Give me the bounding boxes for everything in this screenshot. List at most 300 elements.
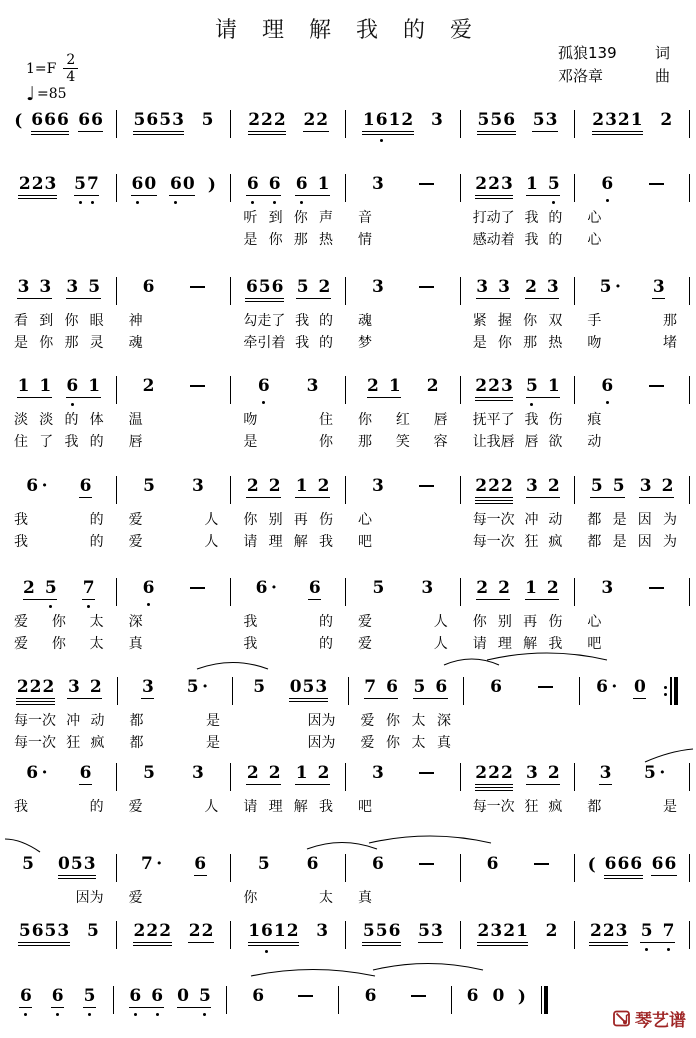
lyric-syllable: 情 [358,232,373,248]
note-token [26,476,48,496]
lyric-syllable: 爱 [128,512,143,528]
note-digit: 2 [500,476,513,496]
repeat-dots [664,686,667,696]
note-digit: 2 [602,921,615,941]
note-token [194,854,207,876]
note-digit: 2 [317,476,330,496]
dash-note [190,286,205,288]
lyric-syllable: 淡 [39,412,54,428]
note-digit: 5 [418,921,430,941]
note-digit: 0 [58,854,70,874]
barline [574,277,575,305]
lyrics-cell [4,733,115,755]
lyric-syllable: 眼 [89,313,104,329]
barline [574,174,575,202]
dash-note [419,863,434,865]
note-digit: 3 [141,677,154,697]
lyrics-cell [582,733,693,755]
note-digit: 5 [640,921,653,941]
note-digit: 6 [388,921,401,941]
sheet-header [0,0,696,106]
lyrics-cell [233,230,343,252]
note-digit: 1 [362,110,375,130]
note-digit: 5 [372,578,385,598]
note-digit: 6 [56,110,69,130]
measure [463,921,573,943]
lyrics-cell [577,612,687,634]
note-token [418,921,444,943]
lyric-syllable: 你 [386,735,400,751]
notation-system [0,174,696,252]
qinyipu-logo-icon [612,1008,633,1029]
note-token [257,854,270,874]
lyric-syllable: 看 [14,313,28,329]
note-digit: 3 [498,277,510,297]
note-digit: 6 [601,376,614,396]
lyric-syllable: 紧 [472,313,487,329]
lyric-syllable: 住 [14,434,28,450]
barline [230,110,231,138]
thick-bar [674,677,678,705]
lyrics-cell [233,432,343,454]
measure [4,986,111,1008]
barline [345,763,346,791]
lyric-syllable: 人 [204,512,219,528]
note-digit: 2 [248,110,261,130]
note-digit: 2 [367,376,379,396]
note-digit: 5 [302,677,315,697]
measure [577,476,687,498]
notes-row [0,110,696,144]
note-digit: 6 [142,277,155,297]
note-token [177,986,212,1008]
lyrics-cell [466,711,577,733]
note-token [589,921,628,943]
notes-row [0,986,565,1020]
note-digit: 2 [475,174,488,194]
note-digit: 0 [633,677,646,697]
note-token [133,110,184,132]
lyric-syllable: 是 [243,232,258,248]
lyric-syllable: 我 [243,614,258,630]
lyric-syllable: 笑 [395,434,410,450]
lyrics-cell [119,410,229,432]
lyric-syllable: 人 [204,799,219,815]
lyrics-cell [348,612,458,634]
note-digit: 6 [19,986,32,1006]
measure [348,277,458,297]
lyric-syllable: 梦 [358,335,373,351]
note-digit: 3 [371,476,384,496]
lyric-syllable: 你 [523,313,538,329]
lyric-syllable: 因为 [307,713,336,729]
barline [345,277,346,305]
lyrics-cell [4,432,114,454]
dash-note [419,286,434,288]
lyric-syllable: 心 [587,210,602,226]
note-token [364,677,399,699]
notes-row [0,578,696,612]
note-digit: 6 [26,763,39,783]
lyrics-cell [463,410,573,432]
lyric-syllable: 的 [319,636,334,652]
note-token [413,677,448,699]
measure [4,763,114,785]
note-token [129,986,164,1008]
lyric-syllable: 音 [358,210,373,226]
note-digit: 3 [371,277,384,297]
lyric-syllable: 我 [319,799,333,815]
note-digit: 5 [74,174,86,194]
barline [460,854,461,882]
note-token [17,277,52,299]
lyrics-cell [577,510,687,532]
bar-spacer [687,532,692,554]
lyric-syllable: 请 [243,534,258,550]
bar-spacer [687,333,692,355]
lyric-syllable: 的 [64,412,79,428]
note-digit: 5 [198,986,211,1006]
barline [689,578,690,606]
barline [230,921,231,949]
note-token [601,376,614,396]
duration-dot: · [41,763,48,783]
note-digit: 6 [91,110,103,130]
lyric-syllable: 容 [433,434,448,450]
lyric-syllable: 是 [206,735,220,751]
note-token [477,110,516,132]
lyrics-cell [463,208,573,230]
barline [116,854,117,882]
lyric-syllable: 真 [358,890,373,906]
lyric-syllable: 淡 [14,412,28,428]
lyric-syllable: 狂 [524,534,539,550]
barline [689,854,690,882]
note-token [133,921,172,943]
measure [119,578,229,598]
measure [119,476,229,496]
note-token [371,476,384,496]
lyric-syllable: 那 [293,232,308,248]
barline [574,110,575,138]
lyrics-row [0,797,696,819]
lyric-syllable: 握 [497,313,512,329]
note-digit: 5 [22,854,34,874]
note-digit: 5 [362,921,375,941]
lyric-syllable: 每一次 [14,735,56,751]
measure [4,277,114,299]
lyric-syllable: 爱 [128,799,143,815]
measure [577,174,687,194]
lyrics-cell [463,612,573,634]
lyrics-row [0,230,696,252]
lyrics-cell [348,797,458,819]
lyrics-cell [4,612,114,634]
lyric-syllable: 心 [358,512,373,528]
note-digit: 2 [488,763,500,783]
note-digit: 6 [295,174,308,194]
note-digit: 2 [317,763,330,783]
dash-note [190,587,205,589]
note-digit: 3 [371,763,384,783]
note-digit: 3 [500,174,513,194]
measure [233,376,343,396]
barline [574,578,575,606]
note-digit: 6 [31,921,44,941]
barline [116,578,117,606]
note-digit: 1 [516,921,528,941]
measure [4,578,114,600]
measure [454,986,561,1014]
paren-symbol: ) [517,987,526,1007]
note-token [83,986,96,1008]
barline [345,921,346,949]
note-token [26,763,48,783]
lyric-syllable: 是 [206,713,220,729]
note-digit: 6 [51,986,64,1006]
note-digit: 2 [503,921,516,941]
qinyipu-watermark [612,1006,686,1031]
barline [460,376,461,404]
note-digit: 2 [476,578,489,598]
note-digit: 2 [303,110,316,130]
lyric-syllable: 再 [523,614,538,630]
lyric-syllable: 爱 [14,614,28,630]
measure [577,763,687,785]
duration-dot: · [611,677,618,697]
note-digit: 1 [547,376,560,396]
lyric-syllable: 因为 [307,735,336,751]
note-digit: 2 [142,376,155,396]
bar-spacer [687,410,692,432]
lyrics-cell [463,333,573,355]
note-token [246,174,281,196]
note-digit: 6 [364,986,377,1006]
note-digit: 5 [547,174,560,194]
measure [348,476,458,496]
lyric-syllable: 的 [548,210,563,226]
tempo-marking [26,83,78,106]
final-barline [541,986,549,1014]
lyrics-cell [348,208,458,230]
dash-note [649,587,664,589]
note-token [651,854,677,876]
lyrics-row [0,510,696,532]
note-digit: 6 [66,376,79,396]
note-token [545,921,558,941]
lyric-syllable: 你 [39,335,54,351]
note-digit: 3 [639,476,652,496]
barline [345,376,346,404]
lyric-syllable: 太 [89,636,104,652]
lyric-syllable: 你 [497,335,512,351]
note-digit: 3 [500,376,513,396]
lyrics-cell [463,230,573,252]
measure [351,677,462,699]
measure [233,277,343,299]
lyric-syllable: 都 [587,799,602,815]
barline [116,110,117,138]
lyrics-cell [233,797,343,819]
note-digit: 6 [651,854,664,874]
note-digit: 3 [490,921,503,941]
lyric-syllable: 勾走了 [243,313,286,329]
note-digit: 3 [191,476,204,496]
lyrics-cell [119,612,229,634]
lyricist-name: 孤狼139 [558,44,617,62]
note-digit: 7 [86,174,99,194]
lyric-syllable: 热 [548,335,563,351]
note-token [526,763,561,785]
lyrics-cell [119,432,229,454]
lyrics-cell [233,333,343,355]
note-token [371,763,384,783]
note-digit: 2 [546,578,559,598]
watermark-text: 琴艺谱 [635,1011,686,1031]
lyric-syllable: 理 [497,636,512,652]
note-digit: 5 [133,110,146,130]
duration-dot: · [156,854,163,874]
note-digit: 3 [601,578,614,598]
notation-system [0,578,696,656]
lyrics-row [0,532,696,554]
lyric-syllable: 你 [51,614,66,630]
note-digit: 5 [490,110,503,130]
note-digit: 6 [308,578,321,598]
note-token [372,578,385,598]
measure [348,763,458,783]
note-token [86,921,99,941]
lyric-syllable: 体 [89,412,104,428]
measure [348,376,458,398]
note-digit: 6 [601,174,614,194]
lyrics-row [0,733,696,755]
note-token [592,110,643,132]
note-digit: 2 [246,763,259,783]
note-digit: 2 [318,277,331,297]
lyrics-cell [577,311,687,333]
duration-dot: · [614,277,621,297]
lyric-syllable: 动 [587,434,602,450]
measure [116,986,223,1008]
lyric-syllable: 解 [523,636,538,652]
measure [235,677,346,699]
lyrics-cell [348,311,458,333]
note-digit: 2 [18,174,31,194]
note-token [22,854,35,874]
lyric-syllable: 的 [89,534,104,550]
measure [4,110,114,132]
lyric-syllable: 唇 [128,434,143,450]
note-digit: 2 [660,110,673,130]
note-token [295,476,330,498]
note-digit: 7 [140,854,153,874]
note-digit: 6 [630,854,643,874]
note-digit: 6 [31,110,44,130]
notes-row [0,677,696,711]
measure [348,578,458,598]
note-token [79,763,92,785]
note-digit: 3 [44,174,57,194]
note-token [296,277,331,299]
lyrics-cell [348,634,458,656]
note-digit: 2 [477,921,490,941]
note-digit: 2 [286,921,299,941]
lyric-syllable: 因 [637,512,652,528]
note-token [601,578,614,598]
barline [113,986,114,1014]
note-digit: 6 [664,854,677,874]
lyrics-cell [463,888,573,910]
notes-row [0,376,696,410]
note-token [364,986,377,1006]
bar-spacer [687,510,692,532]
note-token [252,986,265,1006]
bar-spacer [687,230,692,252]
lyric-syllable: 我 [243,636,258,652]
dash-note [419,772,434,774]
lyric-syllable: 狂 [66,735,81,751]
measure [233,921,343,943]
lyric-syllable: 伤 [319,512,333,528]
note-digit: 5 [526,376,538,396]
bar-spacer [687,888,692,910]
lyric-syllable: 听 [243,210,258,226]
paren-symbol: ( [587,855,596,875]
lyric-syllable: 爱 [128,890,143,906]
measure [233,174,343,196]
lyrics-row [0,311,696,333]
lyric-syllable: 感动着 [472,232,515,248]
lyric-syllable: 解 [293,534,308,550]
note-token [652,277,665,299]
note-token [142,376,155,396]
lyrics-cell [463,432,573,454]
lyric-syllable: 人 [433,636,448,652]
note-digit: 2 [500,763,513,783]
note-token [362,921,401,943]
lyric-syllable: 因 [637,534,652,550]
note-digit: 1 [526,174,538,194]
lyric-syllable: 每一次 [472,512,515,528]
lyric-syllable: 到 [268,210,283,226]
note-token [248,921,299,943]
barline [232,677,233,705]
lyrics-cell [4,888,114,910]
note-digit: 5 [143,763,155,783]
lyric-syllable: 那 [663,313,678,329]
barline [689,921,690,949]
note-digit: 2 [268,476,281,496]
note-digit: 3 [191,763,204,783]
note-digit: 3 [67,677,80,697]
note-token [490,677,503,697]
note-token [295,763,330,785]
lyrics-cell [463,311,573,333]
note-digit: 6 [375,110,388,130]
barline [689,376,690,404]
lyric-syllable: 理 [268,799,283,815]
lyrics-cell [463,510,573,532]
lyric-syllable: 双 [548,313,563,329]
note-digit: 1 [273,921,286,941]
note-digit: 3 [476,277,489,297]
lyric-syllable: 别 [268,512,283,528]
notes-row [0,921,696,955]
note-token [131,174,157,196]
note-digit: 2 [146,921,159,941]
lyric-syllable: 声 [319,210,333,226]
